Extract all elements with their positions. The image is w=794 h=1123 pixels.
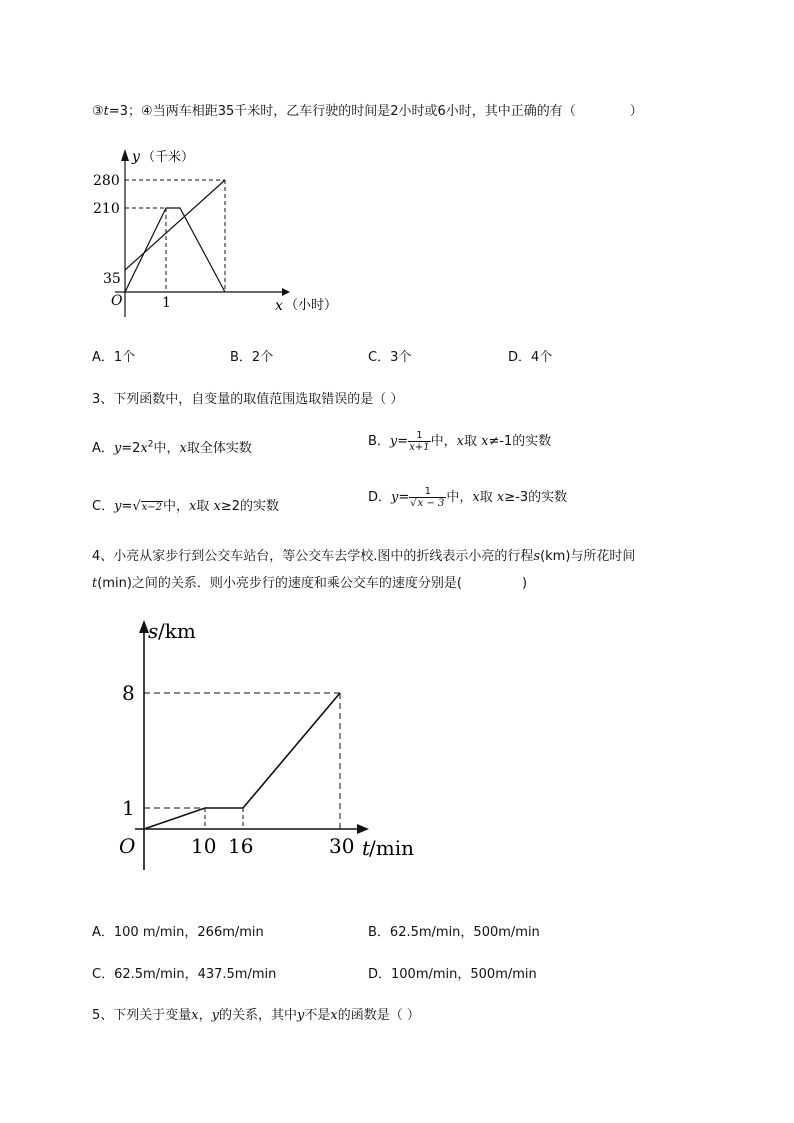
q4-graph [105, 615, 425, 875]
q2-y-tick-280: 280 [93, 173, 120, 189]
q2-graph [90, 145, 390, 325]
q4-x-tick-30: 30 [329, 834, 355, 858]
q2-stem-t: t [103, 104, 109, 119]
q3-c-tailx2: x [213, 499, 221, 514]
q3-option-c[interactable] [92, 495, 279, 514]
q3-c-eq: = [121, 499, 133, 514]
q4-stem-a: 4、小亮从家步行到公交车站台，等公交车去学校.图中的折线表示小亮的行程 [92, 549, 534, 564]
q3-c-tail3: ≥2的实数 [220, 499, 280, 514]
q3-d-tail2: 取 [479, 490, 493, 505]
q3-b-den: x+1 [409, 442, 430, 453]
q3-c-label: C． [92, 499, 115, 514]
q3-d-eq: = [398, 490, 410, 505]
q3-a-y: y [113, 441, 122, 456]
q3-c-tailx: x [189, 499, 197, 514]
q3-option-a[interactable] [92, 437, 252, 456]
q4-stem-line2 [92, 572, 527, 591]
q3-d-num: 1 [424, 486, 432, 497]
q5-stem-d: 不是 [304, 1008, 331, 1023]
q2-origin: O [111, 293, 123, 309]
q3-d-tailx: x [472, 490, 480, 505]
q3-stem: 3、下列函数中，自变量的取值范围选取错误的是（ ） [92, 392, 404, 407]
q3-d-den: x − 3 [417, 498, 445, 509]
q3-b-tailx2: x [481, 434, 489, 449]
q2-y-arrow [121, 149, 129, 161]
q4-y-tick-1: 1 [122, 796, 135, 820]
q2-x-arrow [282, 288, 290, 296]
q2-option-b[interactable]: B．2个 [230, 350, 274, 365]
q4-stem-line1 [92, 545, 635, 564]
q5-stem-x2: x [330, 1008, 338, 1023]
q4-x-unit: /min [369, 836, 414, 860]
q4-x-tick-16: 16 [228, 834, 254, 858]
q3-b-tail1: 中， [430, 434, 457, 449]
q3-b-y: y [389, 434, 398, 449]
q3-a-mid: =2 [121, 441, 141, 456]
q2-stem-mid: =3；④当两车相距35千米时，乙车行驶的时间是2小时或6小时，其中正确的有（ [108, 104, 576, 119]
q3-b-tailx: x [456, 434, 464, 449]
q2-line-car-a [125, 208, 225, 292]
q3-a-tailx: x [179, 441, 187, 456]
q3-d-den-wrap: √x − 3 [410, 498, 445, 509]
q2-line-car-b [125, 180, 225, 270]
q2-y-var: y [132, 149, 140, 165]
q4-x-arrow [357, 824, 369, 834]
q3-b-label: B． [368, 434, 390, 449]
q4-x-var: t [362, 836, 371, 860]
q3-option-d[interactable] [368, 486, 567, 509]
q2-y-tick-210: 210 [93, 201, 120, 217]
q3-c-rad: x−2 [141, 502, 163, 513]
q3-b-fraction [408, 430, 430, 453]
q4-option-c[interactable]: C．62.5m/min，437.5m/min [92, 967, 277, 982]
q4-y-unit: /km [158, 619, 196, 643]
q3-d-tailx2: x [496, 490, 505, 505]
q5-stem-y2: y [297, 1008, 305, 1023]
q5-stem-c: 的关系，其中 [219, 1008, 298, 1023]
q4-stem-t: t [92, 576, 98, 591]
q5-stem-e: 的函数是（ ） [337, 1008, 420, 1023]
q2-option-d[interactable]: D．4个 [508, 350, 553, 365]
q5-stem-x: x [191, 1008, 199, 1023]
q3-d-fraction [409, 486, 446, 509]
q3-d-y: y [391, 490, 399, 505]
q3-b-tail3: ≠-1的实数 [488, 434, 552, 449]
q3-a-sup: 2 [147, 439, 154, 450]
q4-option-a[interactable]: A．100 m/min，266m/min [92, 925, 264, 940]
q3-a-x: x [140, 441, 148, 456]
q2-x-unit: （小时） [285, 298, 338, 313]
q2-stem [92, 100, 643, 119]
q3-b-tail2: 取 [463, 434, 477, 449]
q4-stem-close: ) [521, 576, 528, 591]
q3-c-root-sign: √ [132, 499, 141, 514]
q5-stem-b: ， [198, 1008, 212, 1023]
q5-stem [92, 1004, 420, 1023]
q5-stem-y: y [211, 1008, 219, 1023]
q4-y-tick-8: 8 [122, 681, 135, 705]
q4-x-tick-10: 10 [191, 834, 217, 858]
q4-stem-b: (km)与所花时间 [540, 549, 636, 564]
q2-y-unit: （千米） [142, 150, 195, 165]
q3-a-label: A． [92, 441, 114, 456]
q5-stem-a: 5、下列关于变量 [92, 1008, 192, 1023]
q3-b-eq: = [397, 434, 409, 449]
q3-c-tail2: 取 [196, 499, 210, 514]
q3-c-y: y [114, 499, 122, 514]
q4-origin: O [119, 834, 136, 858]
q3-a-tail1: 中， [153, 441, 180, 456]
q2-option-a[interactable]: A．1个 [92, 350, 136, 365]
q4-option-d[interactable]: D．100m/min，500m/min [368, 967, 537, 982]
q2-y-tick-35: 35 [103, 271, 121, 287]
q3-b-num: 1 [416, 430, 423, 441]
q4-y-var: s [148, 619, 159, 643]
q2-x-tick-1: 1 [162, 295, 171, 311]
q3-d-tail3: ≥-3的实数 [504, 490, 568, 505]
q3-option-b[interactable] [368, 430, 551, 453]
q3-c-tail1: 中， [163, 499, 190, 514]
q4-stem-line2-text: (min)之间的关系．则小亮步行的速度和乘公交车的速度分别是( [97, 576, 462, 591]
q2-option-c[interactable]: C．3个 [368, 350, 412, 365]
q2-stem-close: ） [629, 104, 643, 119]
q3-d-tail1: 中， [446, 490, 473, 505]
q2-x-var: x [275, 298, 283, 314]
q3-d-label: D． [368, 490, 392, 505]
q4-stem-s: s [533, 549, 541, 564]
q3-a-tail2: 取全体实数 [186, 441, 252, 456]
q4-option-b[interactable]: B．62.5m/min，500m/min [368, 925, 540, 940]
q4-path-line [144, 693, 340, 829]
q2-stem-prefix: ③ [92, 104, 104, 119]
